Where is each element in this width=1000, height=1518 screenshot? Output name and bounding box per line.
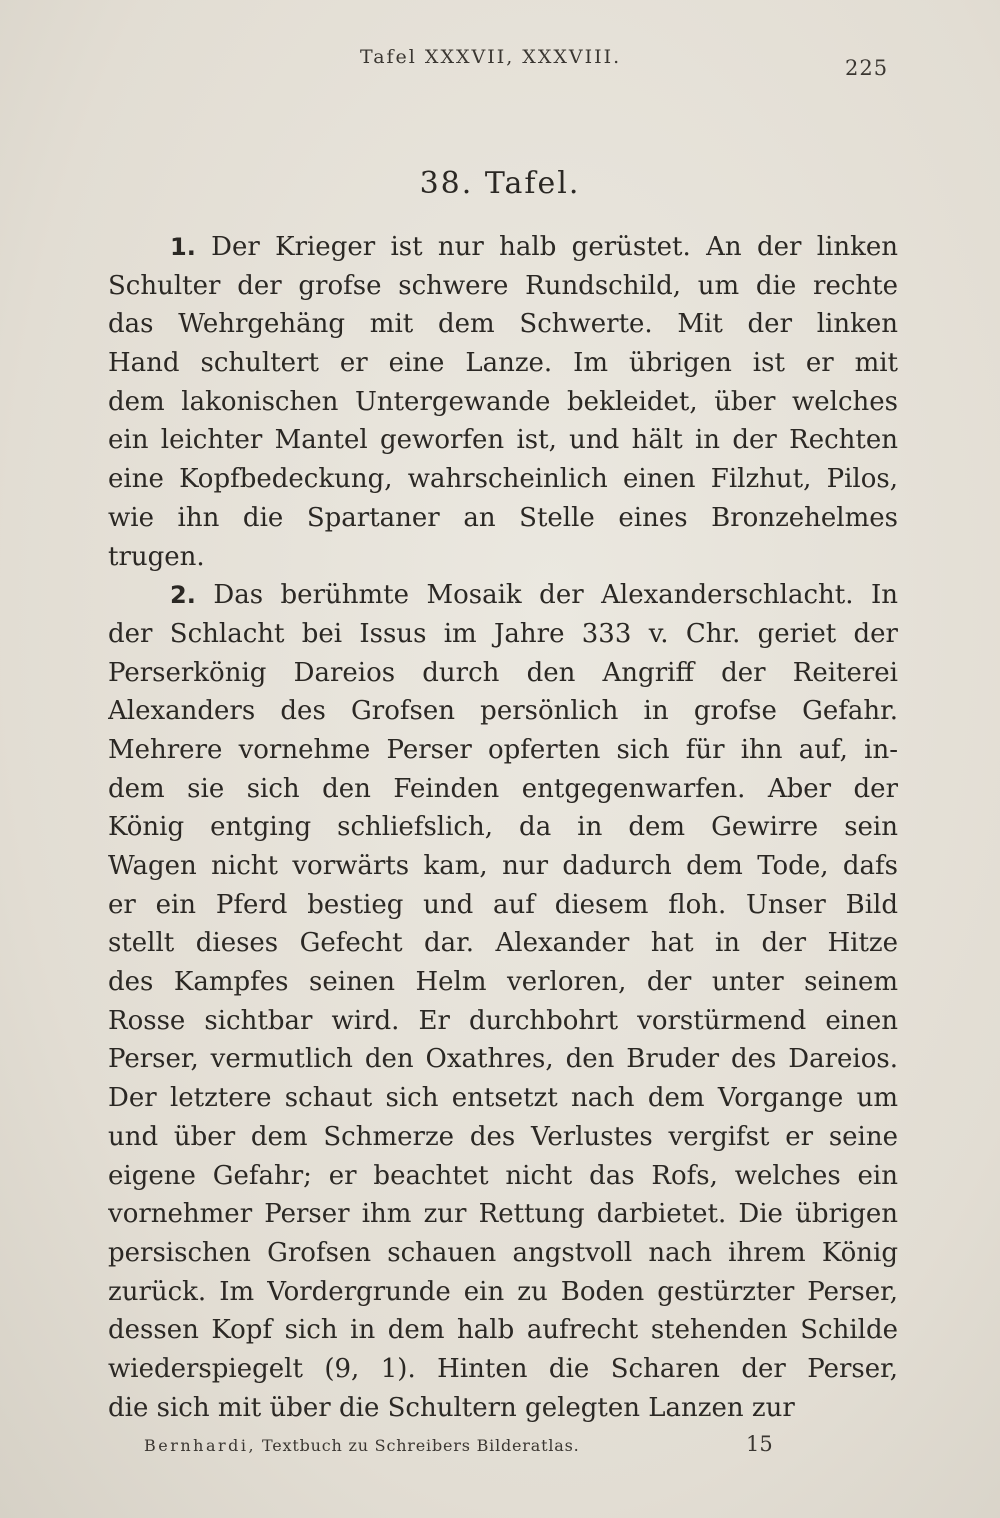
text-line [108,1118,898,1157]
line-text: wiederspiegelt (9, 1). Hinten die Scharen der Perser, [108,1353,898,1384]
paragraph-number: 1. [170,233,196,261]
line-text: wie ihn die Spartaner an Stelle eines Bronzehelmes [108,502,898,533]
line-text: Rosse sichtbar wird. Er durchbohrt vorstürmend einen [108,1005,898,1036]
line-text: Schulter der grofse schwere Rundschild, um die rechte [108,270,898,301]
line-text: König entging schliefslich, da in dem Gewirre sein [108,812,898,843]
text-line [108,499,898,538]
text-line [108,421,898,460]
line-text: dessen Kopf sich in dem halb aufrecht stehenden Schilde [108,1315,898,1346]
text-line [108,1157,898,1196]
text-line [108,886,898,925]
text-line [108,1234,898,1273]
text-line [108,1079,898,1118]
line-text: Der letztere schaut sich entsetzt nach dem Vorgange um [108,1083,898,1114]
line-text: des Kampfes seinen Helm verloren, der unter seinem [108,967,898,998]
line-text: dem sie sich den Feinden entgegenwarfen. Aber der [108,773,898,804]
page-number: 225 [845,56,889,80]
text-line [108,692,898,731]
line-text: eine Kopfbedeckung, wahrscheinlich einen Filzhut, Pilos, [108,464,898,495]
text-line [108,731,898,770]
text-line [108,963,898,1002]
text-line [108,1350,898,1389]
text-line [108,1002,898,1041]
text-line [108,770,898,809]
line-text: das Wehrgehäng mit dem Schwerte. Mit der linken [108,309,898,340]
text-line [108,615,898,654]
line-text: ein leichter Mantel geworfen ist, und hält in der Rechten [108,425,898,456]
line-text: Perser, vermutlich den Oxathres, den Bruder des Dareios. [108,1044,898,1075]
text-line [108,1273,898,1312]
line-text: und über dem Schmerze des Verlustes vergifst er seine [108,1121,898,1152]
line-text: dem lakonischen Untergewande bekleidet, über welches [108,386,898,417]
body-text [108,228,898,1427]
text-line [108,1040,898,1079]
line-text: der Schlacht bei Issus im Jahre 333 v. Chr. geriet der [108,618,898,649]
line-text: die sich mit über die Schultern gelegten Lanzen zur [108,1392,795,1423]
footer-text [144,1436,579,1455]
line-text: Mehrere vornehme Perser opferten sich für ihn auf, in- [108,734,898,765]
text-line [108,808,898,847]
line-text: Das berühmte Mosaik der Alexanderschlacht. In [213,580,898,611]
footer-author: Bernhardi, [144,1436,257,1455]
line-text: zurück. Im Vordergrunde ein zu Boden gestürzter Perser, [108,1276,898,1307]
page-header [0,42,1000,82]
line-text: er ein Pferd bestieg und auf diesem floh. Unser Bild [108,889,898,920]
text-line [108,383,898,422]
text-line [108,305,898,344]
line-text: trugen. [108,541,205,572]
running-head: Tafel XXXVII, XXXVIII. [360,46,622,68]
line-text: Hand schultert er eine Lanze. Im übrigen ist er mit [108,348,898,379]
line-text: vornehmer Perser ihm zur Rettung darbietet. Die übrigen [108,1199,898,1230]
line-text: Der Krieger ist nur halb gerüstet. An der linken [211,232,898,262]
line-text: Alexanders des Grofsen persönlich in grofse Gefahr. [108,696,898,727]
page-footer [144,1432,844,1462]
text-line [108,344,898,383]
text-line [108,267,898,306]
line-text: stellt dieses Gefecht dar. Alexander hat in der Hitze [108,928,898,959]
line-text: Wagen nicht vorwärts kam, nur dadurch dem Tode, dafs [108,851,898,881]
text-line [108,228,898,267]
paragraph-number: 2. [170,581,196,610]
line-text: Perserkönig Dareios durch den Angriff der Reiterei [108,657,898,688]
line-text: eigene Gefahr; er beachtet nicht das Rofs, welches ein [108,1160,898,1191]
signature-mark: 15 [746,1432,773,1456]
text-line [108,847,898,886]
text-line [108,924,898,963]
text-line [108,1195,898,1234]
line-text: persischen Grofsen schauen angstvoll nach ihrem König [108,1237,898,1268]
text-line [108,1311,898,1350]
footer-title: Textbuch zu Schreibers Bilderatlas. [262,1436,580,1455]
text-line [108,538,898,577]
text-line [108,460,898,499]
text-line [108,576,898,615]
section-title: 38. Tafel. [419,166,581,201]
text-line [108,654,898,693]
text-line [108,1389,898,1428]
